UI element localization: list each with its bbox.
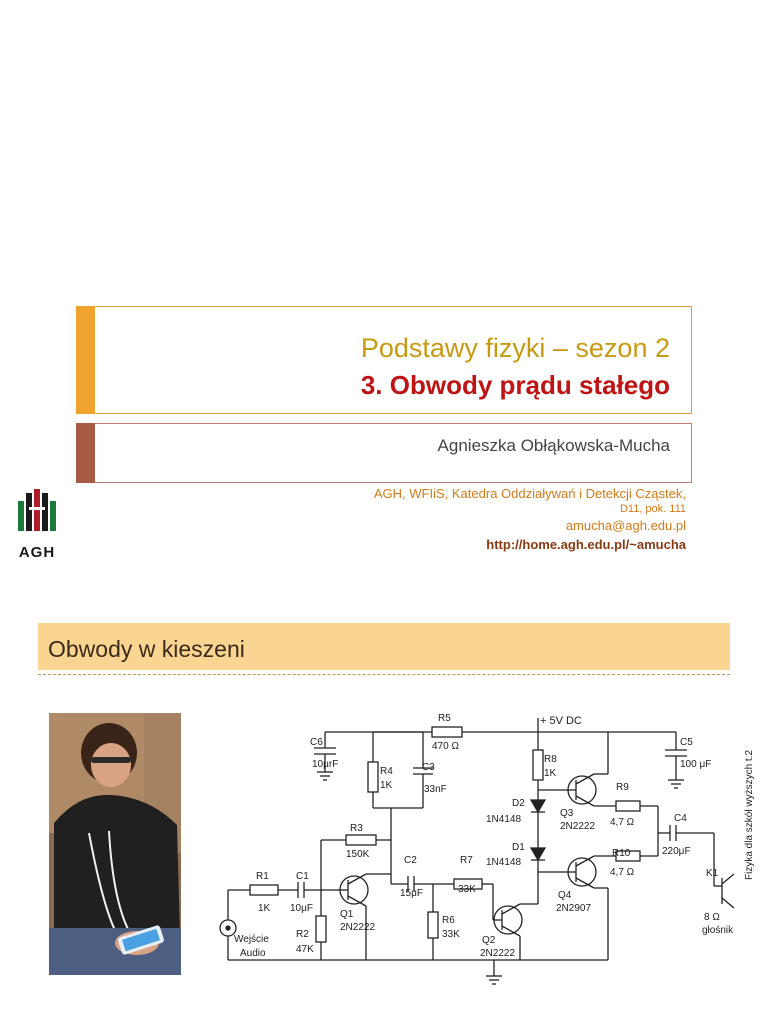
d1-name: D1	[512, 842, 525, 853]
room-number: D11, pok. 111	[619, 503, 686, 515]
audio-amplifier-schematic	[218, 708, 766, 988]
q2-value: 2N2222	[480, 948, 516, 959]
r4-value: 1K	[380, 780, 393, 791]
photo-person-with-phone	[49, 713, 181, 975]
section-title: Obwody w kieszeni	[48, 636, 245, 662]
r6-value: 33K	[442, 929, 460, 940]
q4-name: Q4	[558, 890, 572, 901]
section-divider	[38, 674, 730, 675]
c2-name: C2	[404, 855, 417, 866]
k1-value: 8 Ω	[704, 912, 720, 923]
supply-label: + 5V DC	[540, 715, 582, 727]
r2-name: R2	[296, 929, 309, 940]
q3-name: Q3	[560, 808, 574, 819]
r3-value: 150K	[346, 849, 370, 860]
course-title: Podstawy fizyki – sezon 2	[360, 333, 670, 363]
c6-value: 10μrF	[312, 759, 339, 770]
r4-name: R4	[380, 766, 393, 777]
input-label-line1: Wejście	[234, 934, 269, 945]
r3-name: R3	[350, 823, 363, 834]
agh-logo-text: AGH	[18, 544, 56, 561]
r7-value: 33K	[458, 884, 476, 895]
r2-value: 47K	[296, 944, 314, 955]
d2-name: D2	[512, 798, 525, 809]
c1-name: C1	[296, 871, 309, 882]
agh-logo	[16, 487, 58, 563]
side-caption: Fizyka dla szkół wyższych t.2	[744, 749, 755, 880]
agh-emblem-icon	[18, 489, 56, 531]
r8-value: 1K	[544, 768, 557, 779]
q3-value: 2N2222	[560, 821, 596, 832]
c3-name: C3	[422, 762, 435, 773]
r1-name: R1	[256, 871, 269, 882]
r1-value: 1K	[258, 903, 271, 914]
affiliation: AGH, WFIiS, Katedra Oddziaływań i Detekcji Cząstek,	[373, 486, 686, 501]
r9-name: R9	[616, 782, 629, 793]
input-label-line2: Audio	[240, 948, 266, 959]
q2-name: Q2	[482, 935, 496, 946]
c4-value: 220μF	[662, 846, 691, 857]
c2-value: 15μF	[400, 888, 423, 899]
r10-value: 4,7 Ω	[610, 867, 635, 878]
lecture-title: 3. Obwody prądu stałego	[360, 370, 670, 400]
k1-label: głośnik	[702, 925, 734, 936]
c5-name: C5	[680, 737, 693, 748]
c1-value: 10μF	[290, 903, 313, 914]
c4-name: C4	[674, 813, 687, 824]
email-link[interactable]: amucha@agh.edu.pl	[565, 518, 686, 533]
c5-value: 100 μF	[680, 759, 712, 770]
c6-name: C6	[310, 737, 323, 748]
title-accent-bar	[76, 306, 95, 414]
r5-value: 470 Ω	[432, 741, 459, 752]
website-link[interactable]: http://home.agh.edu.pl/~amucha	[486, 537, 686, 552]
d2-value: 1N4148	[486, 814, 522, 825]
d1-value: 1N4148	[486, 857, 522, 868]
r6-name: R6	[442, 915, 455, 926]
author-name: Agnieszka Obłąkowska-Mucha	[437, 436, 670, 455]
r9-value: 4,7 Ω	[610, 817, 635, 828]
author-accent-bar	[76, 423, 95, 483]
c3-value: 33nF	[424, 784, 447, 795]
q1-name: Q1	[340, 909, 354, 920]
q1-value: 2N2222	[340, 922, 376, 933]
q4-value: 2N2907	[556, 903, 592, 914]
r10-name: R10	[612, 848, 631, 859]
r7-name: R7	[460, 855, 473, 866]
r8-name: R8	[544, 754, 557, 765]
k1-name: K1	[706, 868, 719, 879]
r5-name: R5	[438, 713, 451, 724]
